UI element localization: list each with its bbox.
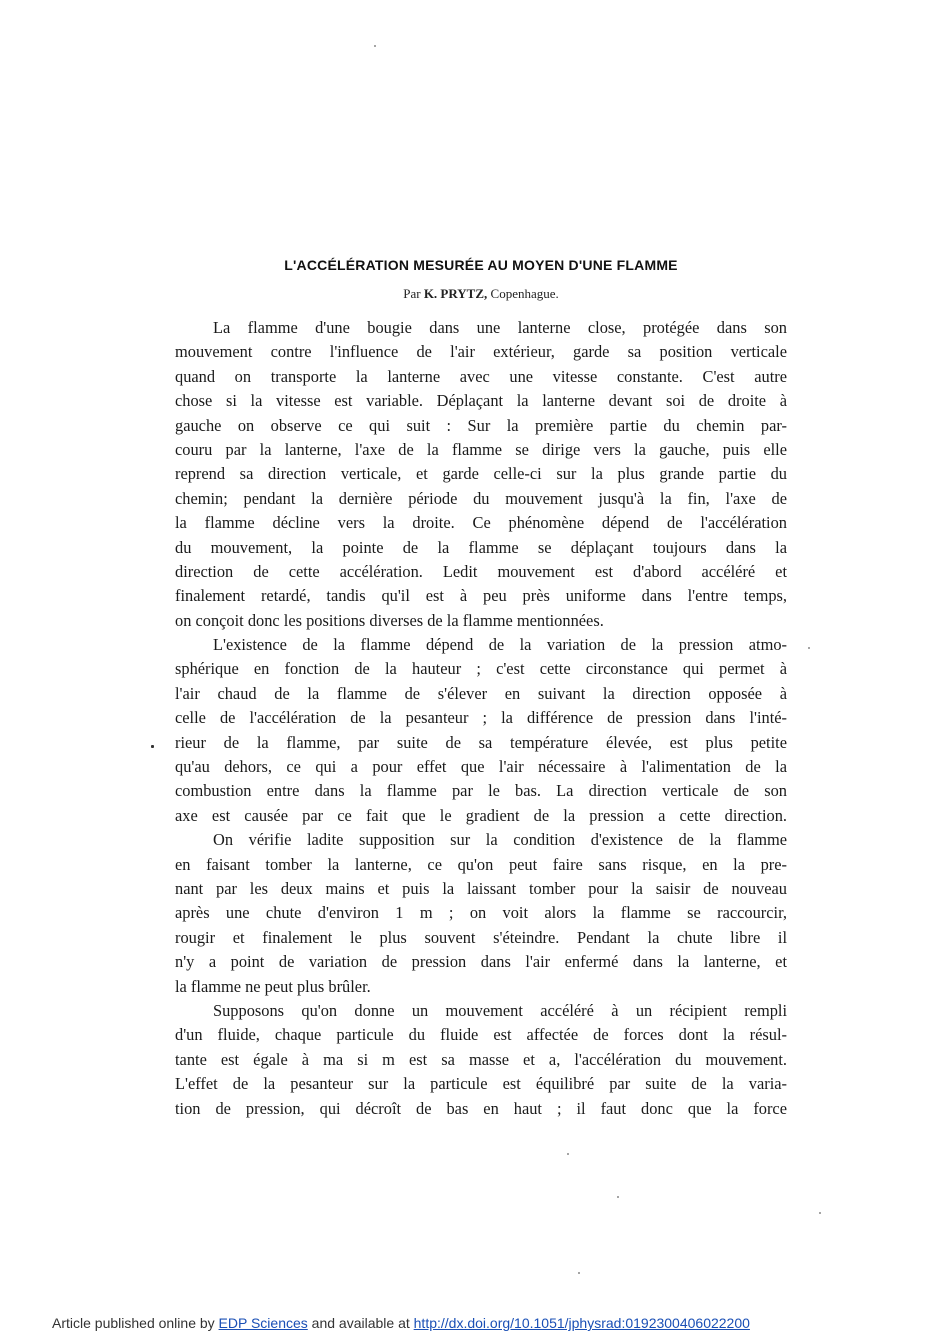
body-line: en faisant tomber la lanterne, ce qu'on peut faire sans risque, en la pre-: [175, 854, 787, 874]
byline: [175, 286, 787, 302]
scan-speck: [808, 647, 810, 649]
footer-middle: and available at: [311, 1315, 410, 1331]
body-line: On vérifie ladite supposition sur la condition d'existence de la flamme: [213, 830, 787, 850]
scan-speck: [617, 1196, 619, 1198]
body-line: direction de cette accélération. Ledit mouvement est d'abord accéléré et: [175, 561, 787, 581]
body-line: l'air chaud de la flamme de s'élever en suivant la direction opposée à: [175, 683, 787, 703]
body-line: chemin; pendant la dernière période du mouvement jusqu'à la fin, l'axe de: [175, 488, 787, 508]
body-line: rieur de la flamme, par suite de sa température élevée, est plus petite: [175, 732, 787, 752]
body-line: qu'au dehors, ce qui a pour effet que l'air nécessaire à l'alimentation de la: [175, 757, 787, 777]
body-line: quand on transporte la lanterne avec une vitesse constante. C'est autre: [175, 366, 787, 386]
body-line: combustion entre dans la flamme par le bas. La direction verticale de son: [175, 781, 787, 801]
author-name: K. PRYTZ,: [423, 286, 488, 301]
body-line: rougir et finalement le plus souvent s'éteindre. Pendant la chute libre il: [175, 927, 787, 947]
body-line: L'effet de la pesanteur sur la particule est équilibré par suite de la varia-: [175, 1074, 787, 1094]
body-line: finalement retardé, tandis qu'il est à peu près uniforme dans l'entre temps,: [175, 586, 787, 606]
footer-prefix: Article published online by: [52, 1315, 215, 1331]
body-line: La flamme d'une bougie dans une lanterne close, protégée dans son: [213, 318, 787, 337]
body-line: gauche on observe ce qui suit : Sur la première partie du chemin par-: [175, 415, 787, 435]
body-line: couru par la lanterne, l'axe de la flamme se dirige vers la gauche, puis elle: [175, 439, 787, 459]
body-line: reprend sa direction verticale, et garde celle-ci sur la plus grande partie du: [175, 464, 787, 484]
author-affiliation: Copenhague.: [490, 286, 559, 301]
body-line: tion de pression, qui décroît de bas en haut ; il faut donc que la force: [175, 1098, 787, 1118]
body-line: axe est causée par ce fait que le gradient de la pression a cette direction.: [175, 805, 787, 825]
body-line: tante est égale à ma si m est sa masse et a, l'accélération du mouvement.: [175, 1049, 787, 1069]
article-title: L'ACCÉLÉRATION MESURÉE AU MOYEN D'UNE FLAMME: [284, 257, 678, 273]
body-line: la flamme décline vers la droite. Ce phénomène dépend de l'accélération: [175, 513, 787, 533]
scan-speck: [374, 45, 376, 47]
body-line: on conçoit donc les positions diverses de la flamme mentionnées.: [175, 610, 604, 630]
doi-link[interactable]: http://dx.doi.org/10.1051/jphysrad:0192300406022200: [413, 1315, 750, 1331]
body-line: celle de l'accélération de la pesanteur ; la différence de pression dans l'inté-: [175, 708, 787, 728]
article-body: [175, 316, 787, 1121]
body-line: après une chute d'environ 1 m ; on voit alors la flamme se raccourcir,: [175, 903, 787, 923]
body-line: mouvement contre l'influence de l'air extérieur, garde sa position verticale: [175, 342, 787, 362]
scan-speck: [567, 1153, 569, 1155]
body-line: d'un fluide, chaque particule du fluide est affectée de forces dont la résul-: [175, 1025, 787, 1045]
publication-footer: [52, 1315, 750, 1331]
body-line: nant par les deux mains et puis la laissant tomber pour la saisir de nouveau: [175, 878, 787, 898]
body-line: la flamme ne peut plus brûler.: [175, 976, 371, 996]
body-line: Supposons qu'on donne un mouvement accéléré à un récipient rempli: [213, 1000, 787, 1020]
scan-speck: [578, 1272, 580, 1274]
body-line: n'y a point de variation de pression dans l'air enfermé dans la lanterne, et: [175, 952, 787, 972]
byline-prefix: Par: [403, 286, 421, 301]
body-line: du mouvement, la pointe de la flamme se déplaçant toujours dans la: [175, 537, 787, 557]
body-line: L'existence de la flamme dépend de la variation de la pression atmo-: [213, 635, 787, 655]
scan-speck: [151, 745, 154, 748]
body-line: chose si la vitesse est variable. Déplaçant la lanterne devant soi de droite à: [175, 391, 787, 411]
edp-sciences-link[interactable]: EDP Sciences: [218, 1315, 308, 1331]
scan-speck: [819, 1212, 821, 1214]
body-line: sphérique en fonction de la hauteur ; c'est cette circonstance qui permet à: [175, 659, 787, 679]
